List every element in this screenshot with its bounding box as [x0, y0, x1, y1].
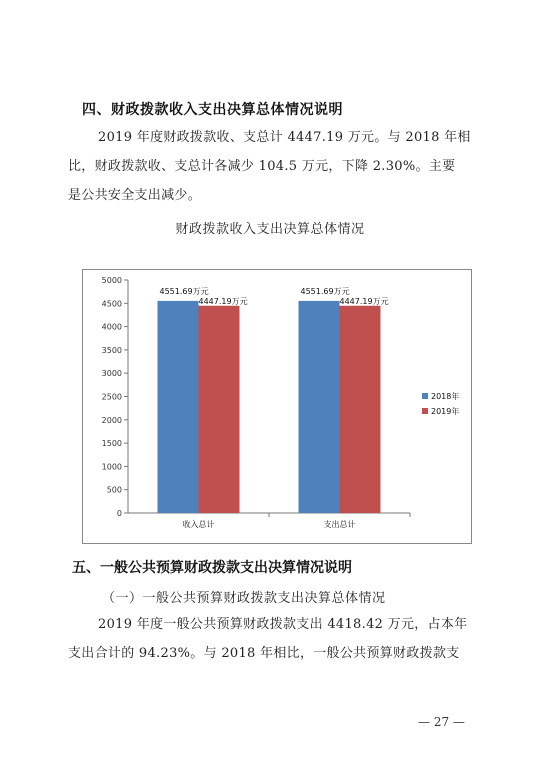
y-tick-label: 1500	[101, 439, 122, 449]
page-number: — 27 —	[418, 715, 465, 729]
section-4-heading: 四、财政拨款收入支出决算总体情况说明	[82, 102, 343, 118]
bar-data-label: 4551.69万元	[300, 286, 350, 296]
legend-swatch	[422, 408, 428, 414]
bar-data-label: 4447.19万元	[198, 296, 248, 306]
section-4-paragraph-line-1: 2019 年度财政拨款收、支总计 4447.19 万元。与 2018 年相	[98, 130, 471, 145]
section-4-paragraph-line-3: 是公共安全支出减少。	[68, 188, 202, 203]
bar-chart-svg	[82, 269, 472, 544]
legend-swatch	[422, 393, 428, 399]
chart-title: 财政拨款收入支出决算总体情况	[175, 222, 365, 237]
legend-label: 2019年	[431, 407, 460, 416]
bar-data-label: 4447.19万元	[339, 296, 389, 306]
legend-label: 2018年	[431, 392, 460, 401]
section-4-paragraph-line-2: 比，财政拨款收、支总计各减少 104.5 万元，下降 2.30%。主要	[68, 159, 456, 174]
section-5-heading: 五、一般公共预算财政拨款支出决算情况说明	[72, 560, 352, 576]
bar-series-2	[340, 306, 381, 513]
y-tick-label: 4500	[101, 299, 122, 309]
section-5-paragraph-line-2: 支出合计的 94.23%。与 2018 年相比，一般公共预算财政拨款支	[68, 646, 460, 661]
y-tick-label: 3500	[101, 345, 122, 355]
bar-series-2	[199, 306, 240, 513]
bar-series-1	[158, 301, 199, 513]
y-tick-label: 2500	[101, 392, 122, 402]
y-tick-label: 0	[116, 509, 122, 518]
bar-chart	[82, 269, 472, 544]
y-tick-label: 1000	[101, 462, 122, 472]
y-tick-label: 4000	[101, 322, 122, 332]
bar-series-1	[299, 301, 340, 513]
bar-data-label: 4551.69万元	[159, 286, 209, 296]
x-category-label: 支出总计	[323, 520, 356, 529]
y-tick-label: 3000	[101, 369, 122, 379]
section-5-paragraph-line-1: 2019 年度一般公共预算财政拨款支出 4418.42 万元，占本年	[98, 617, 468, 632]
chart-frame	[83, 270, 472, 544]
section-5-subheading: （一）一般公共预算财政拨款支出决算总体情况	[102, 591, 386, 606]
y-tick-label: 2000	[101, 415, 122, 425]
y-tick-label: 500	[106, 485, 122, 495]
y-tick-label: 5000	[101, 276, 122, 285]
x-category-label: 收入总计	[182, 520, 215, 529]
